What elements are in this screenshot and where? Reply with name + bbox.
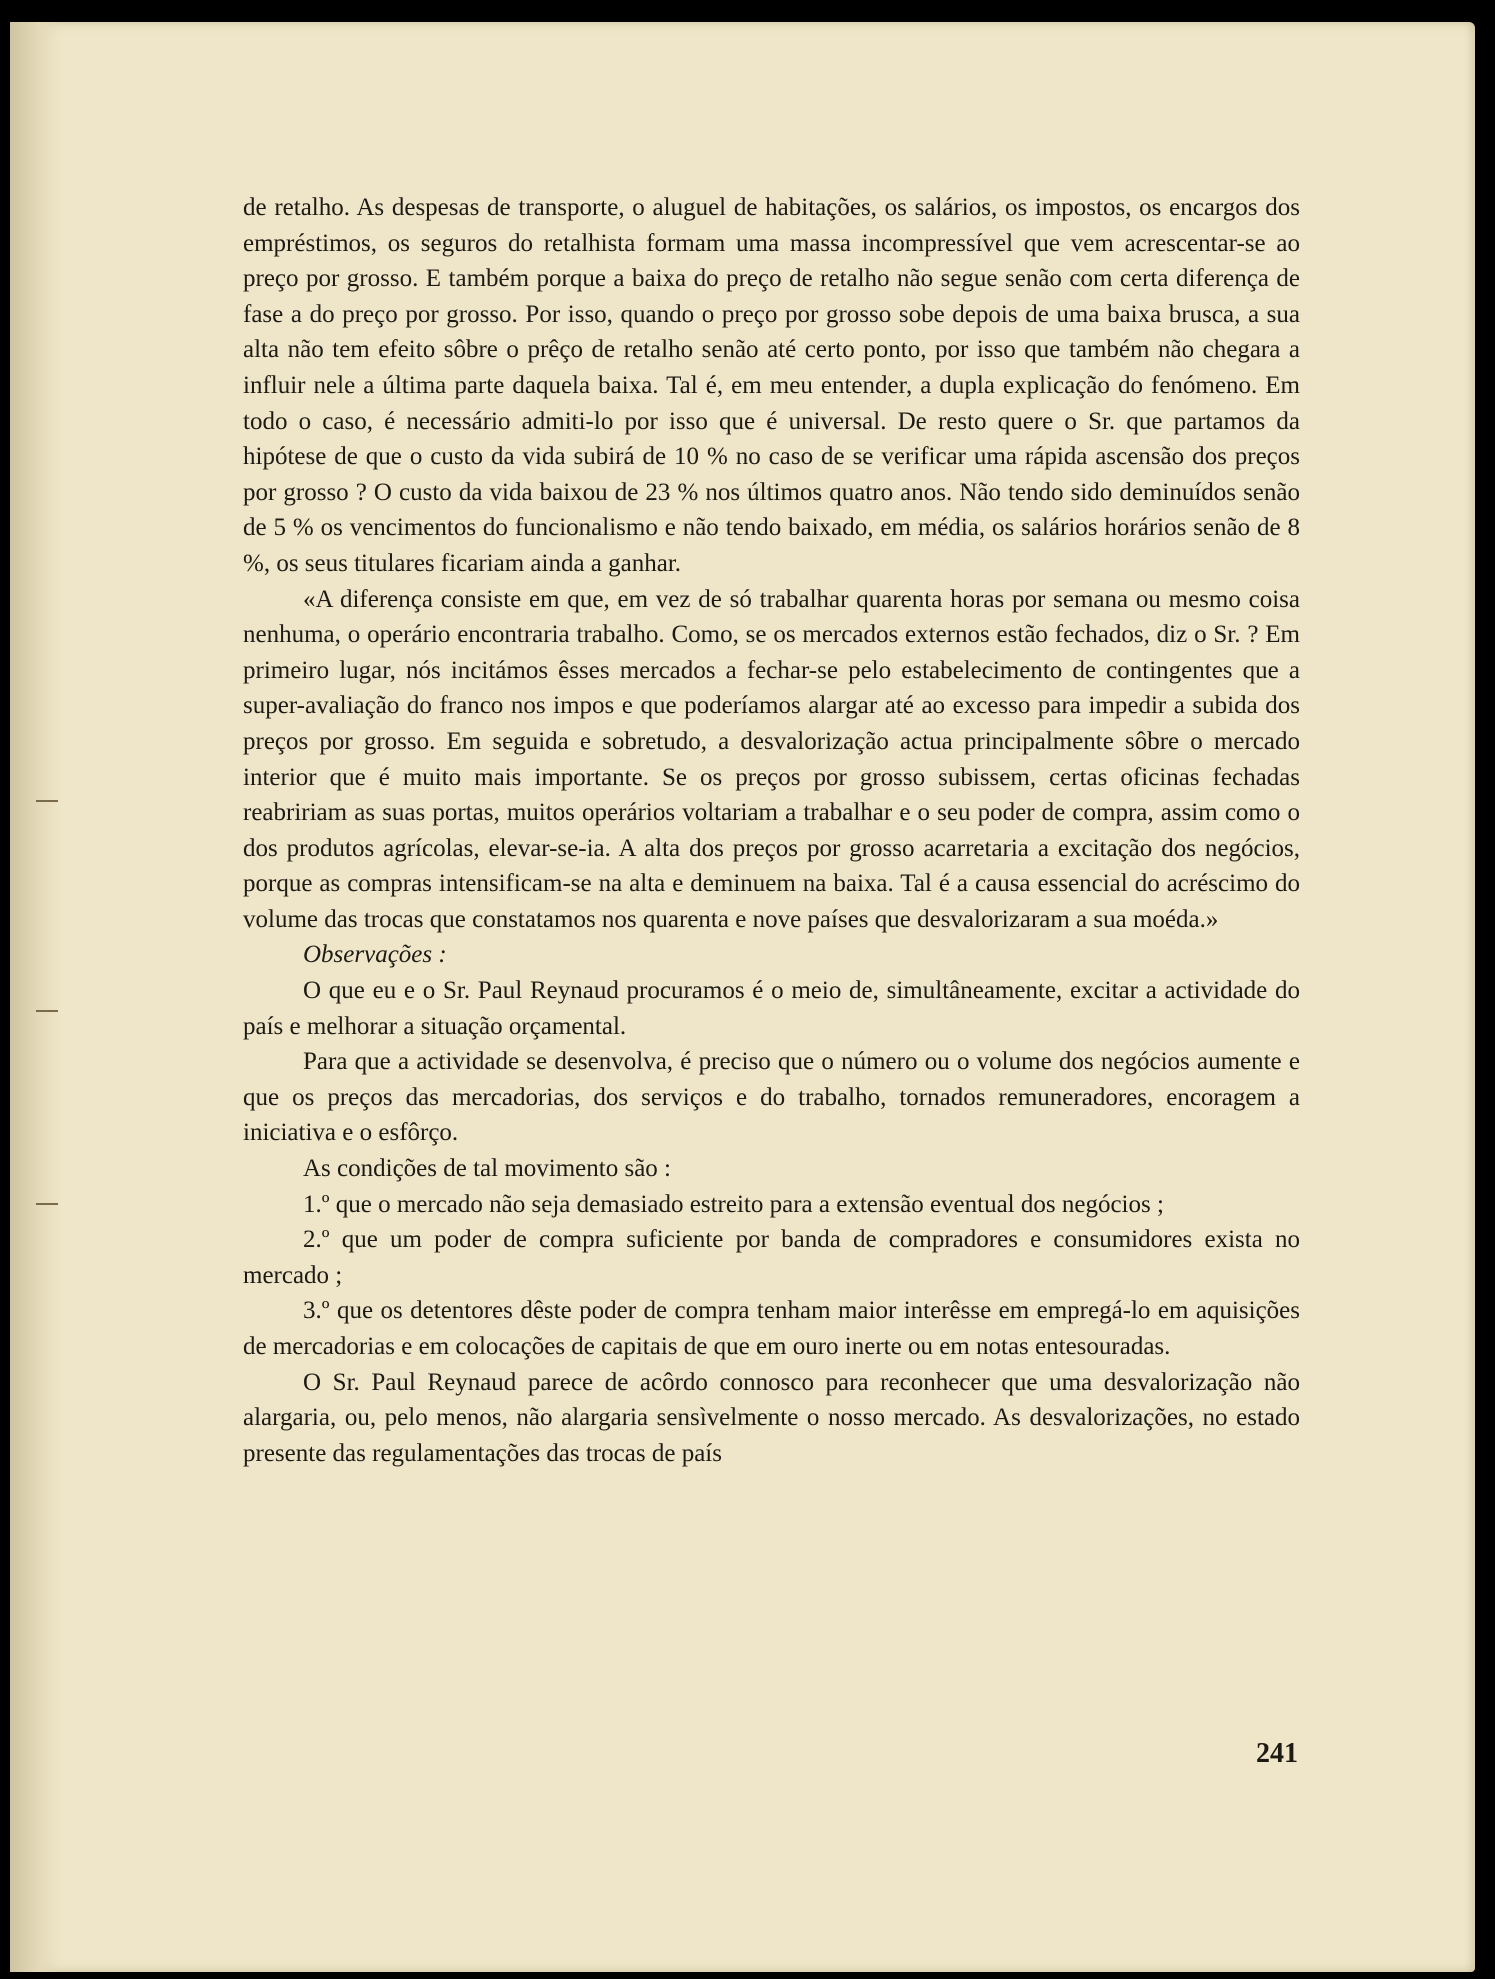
list-item-1: 1.º que o mercado não seja demasiado estreito para a extensão eventual dos negócios ; [303,1190,1164,1218]
body-text [243,190,1300,1471]
paragraph-1: de retalho. As despesas de transporte, o aluguel de habitações, os salários, os impostos, os encargos dos empréstimos, os seguros do retalhista formam uma massa incompressível que vem acrescentar-se ao preço por grosso. E também porque a baixa do preço de retalho não segue senão com certa diferença de fase a do preço por grosso. Por isso, quando o preço por grosso sobe depois de uma baixa brusca, a sua alta não tem efeito sôbre o prêço de retalho senão até certo ponto, por isso que também não chegara a influir nele a última parte daquela baixa. Tal é, em meu entender, a dupla explicação do fenómeno. Em todo o caso, é necessário admiti-lo por isso que é universal. De resto quere o Sr. que partamos da hipótese de que o custo da vida subirá de 10 % no caso de se verificar uma rápida ascensão dos preços por grosso ? O custo da vida baixou de 23 % nos últimos quatro anos. Não tendo sido deminuídos senão de 5 % os vencimentos do funcionalismo e não tendo baixado, em média, os salários horários senão de 8 %, os seus titulares ficariam ainda a ganhar. [243,194,1300,577]
list-item-2: 2.º que um poder de compra suficiente por banda de compradores e consumidores exista no mercado ; [243,1226,1300,1289]
paragraph-5: As condições de tal movimento são : [303,1155,671,1183]
margin-mark [36,1203,58,1205]
paragraph-4: Para que a actividade se desenvolva, é preciso que o número ou o volume dos negócios aumente e que os preços das mercadorias, dos serviços e do trabalho, tornados remuneradores, encoragem a iniciativa e o esfôrço. [243,1048,1300,1147]
margin-mark [36,800,58,802]
paragraph-3: O que eu e o Sr. Paul Reynaud procuramos é o meio de, simultâneamente, excitar a actividade do país e melhorar a situação orçamental. [243,977,1300,1040]
section-heading-observacoes: Observações : [303,941,447,969]
list-item-3: 3.º que os detentores dêste poder de compra tenham maior interêsse em empregá-lo em aquisições de mercadorias e em colocações de capitais de que em ouro inerte ou em notas entesouradas. [243,1297,1300,1360]
page-gutter-shadow [10,22,62,1972]
paragraph-2: «A diferença consiste em que, em vez de só trabalhar quarenta horas por semana ou mesmo coisa nenhuma, o operário encontraria trabalho. Como, se os mercados externos estão fechados, diz o Sr. ? Em primeiro lugar, nós incitámos êsses mercados a fechar-se pelo estabelecimento de contingentes que a super-avaliação do franco nos impos e que poderíamos alargar até ao excesso para impedir a subida dos preços por grosso. Em seguida e sobretudo, a desvalorização actua principalmente sôbre o mercado interior que é muito mais importante. Se os preços por grosso subissem, certas oficinas fechadas reabririam as suas portas, muitos operários voltariam a trabalhar e o seu poder de compra, assim como o dos produtos agrícolas, elevar-se-ia. A alta dos preços por grosso acarretaria a excitação dos negócios, porque as compras intensificam-se na alta e deminuem na baixa. Tal é a causa essencial do acréscimo do volume das trocas que constatamos nos quarenta e nove países que desvalorizaram a sua moéda.» [243,585,1300,933]
paragraph-6: O Sr. Paul Reynaud parece de acôrdo connosco para reconhecer que uma desvalorização não alargaria, ou, pelo menos, não alargaria sensìvelmente o nosso mercado. As desvalorizações, no estado presente das regulamentações das trocas de país [243,1368,1300,1467]
page-number: 241 [1256,1738,1298,1769]
margin-mark [36,1010,58,1012]
